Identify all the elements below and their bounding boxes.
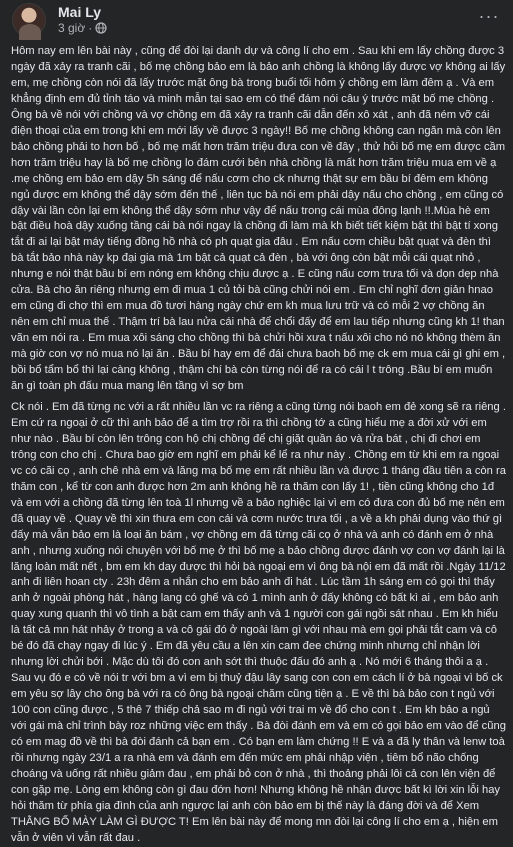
more-icon: ··· (478, 5, 500, 26)
post-meta (58, 21, 107, 35)
meta-separator: · (88, 21, 93, 35)
avatar[interactable] (12, 3, 46, 37)
post-paragraph: Hôm nay em lên bài này , cũng để đòi lại danh dự và công lí cho em . Sau khi em lấy chồng được 3 ngày đã xảy ra tranh cãi , bố mẹ chồng bảo em là bảo anh chồng là không lấy được vợ không ai lấy em, mẹ chồng còn nói đã lấy trước mặt ông bà trong buổi tối hôm ý chồng em làm đêm ạ . Và em khẳng định em đủ tỉnh táo và minh mẫn tại sao em có thể đám nói câu ý trước mặt bố mẹ chồng . Ông bà về nói với chồng và vợ chồng em đã xảy ra tranh cãi dẫn đến xô xát , anh đã ném vỡ cái điện thoại của em trong khi em mới lấy về được 3 ngày!! Bố mẹ chồng không can ngăn mà còn lên bảo chồng phải to hơn bố , bố mẹ mất hơn trăm triệu đưa con về đây , thử hỏi bố mẹ em được cầm hơn trăm triệu hay là bố mẹ chồng lo đám cưới bên nhà chồng là mất hơn trăm triệu mua em về ạ .mẹ chồng em bảo em dậy 5h sáng để nấu cơm cho ck nhưng thật sự em bầu bí đêm em không ngủ được em không thể dậy sớm đến thế , liên tục bà nói em phải dậy nấu cho chồng , em cũng có dậy vài lần còn lại em không thể dậy sớm như vậy để nấu trong cái mùa đông lạnh !!.Mùa hè em bật điều hoà dậy xuống tầng cái bà nói ngay là chồng đi làm mà kh biết tiết kiệm bật thì bật tí xong tắt đi ai lại bật máy tiếng đồng hồ nhà có ph quạt gia đâu . Em nấu cơm chiều bật quạt và đèn thì bà tắt bảo nhà này kp đại gia mà 1m bật cả quạt cả đèn , bà với ông còn bật mỗi cái quạt nhỏ , nhưng e nói thật bầu bí em nóng em không chịu được ạ . E cũng nấu cơm trưa tối và dọn dẹp nhà cửa. Bà cho ăn riêng nhưng em đi mua 1 củ tỏi bà cũng chửi nói em . Em chỉ nghĩ đơn giản hnao em cũng đi chợ thì em mua đồ tươi hàng ngày chứ em kh mua lưu trữ và có mỗi 2 vợ chồng ăn nên em chỉ mua thế . Thậm trí bà lau nửa cái nhà để chổi đấy để em lau tiếp nhưng cũng kh 1! than vãn em nói ra . Em mua xôi sáng cho chồng thì bà chửi hồi xưa t nấu xôi cho nó nó không thèm ăn mà giờ con vợ nó mua nó lại ăn . Bầu bí hay em để đái chưa baoh bố mẹ ck em mua cái gì ghi em , bồi bổ tẩm bổ thì lại càng không , thậm chí bà còn từng nói để ra có cái l t trông .Bầu bí em muốn ăn gì toàn ph đấu mua mang lên tầng vì sợ bm (11, 45, 506, 393)
post-time[interactable]: 3 giờ (58, 21, 86, 35)
globe-icon (95, 22, 107, 34)
post-header (0, 0, 513, 40)
more-options-button[interactable] (477, 6, 501, 26)
post-body (11, 44, 506, 847)
post-paragraph: Ck nói . Em đã từng nc với a rất nhiều lần vc ra riêng a cũng từng nói baoh em đẻ xong sẽ ra riêng . Em cứ ra ngoại ở cữ thì anh bảo để a tìm trợ rồi ra thì chồng tớ a cũng hiểu mẹ a đời xử với em như nào . Bầu bí còn lên trông con hộ chị chồng để chị giặt quần áo và rửa bát , chị đi chơi em trông con cho chị . Chưa bao giờ em nghĩ em phải kể lể ra như này . Chồng em từ khi em ra ngoại vc có cãi cọ , anh chê nhà em và lăng mạ bố mẹ em rất nhiều lần và được 1 tháng đầu tiên a còn ra thăm con , kể từ con anh được hơn 2m anh không hề ra thăm con lấy 1! , tiền cũng không cho 1đ và em với a chồng đã từng lên toà 1l nhưng về a bảo nghiệc lại vì em có đưa con đủ bố mẹ nên em đã quay về . Quay về thì xin thưa em con cái và cơm nước trưa tối , a về a kh phải dụng vào thứ gì đấy mà vẫn bảo em là loại ăn bám , vợ chồng em đã từng cãi cọ ở nhà và anh có đánh em ở nhà anh , nhưng xuống nói chuyện với bố mẹ ở thì bố mẹ a bảo chồng được đánh vợ con vợ đánh lại là lăng loàn mất nết , bm em kh day được thì hỏi bà ngoại em vì ông bà nội em đã mất rồi .Ngày 11/12 anh đi liên hoan cty . 23h đêm a nhắn cho em bảo anh đi hát . Lúc tầm 1h sáng em có gọi thì thấy anh ở ngoài phòng hát , hàng lang có ghế và có 1 mình anh ở đấy không có bất kì ai , em bảo anh quay xung quanh thì vô tình a bật cam em thấy anh và 1 người con gái ngồi sát nhau . Em kh hiểu là tất cả mn hát nhảy ở trong a và cô gái đó ở ngoài làm gì với nhau mà em gọi phải tắt cam và cô bé đó đã chạy ngay đi lúc ý . Em đã yêu cầu a lên xin cam đee chứng minh nhưng chỉ nhận lời nhưng lời chửi bới . Mặc dù tôi đó con anh sớt thì thuộc đấu đó anh ạ . Nó mới 6 tháng thôi a ạ . Sau vụ đó e có về nói tr với bm a vì em bị thuỷ đậu lây sang con con em cách lí ở bà ngoại vì bố ck em yêu sợ lây cho ông bà với ra có ông bà ngoại chăm cũng tiện ạ . E về thì bà bảo con t ngủ với 100 con cũng được , 5 thê 7 thiếp chả sao m đi ngủ với trai m về đổ cho con t . Em kh bảo a ngủ với gái mà chỉ trình bày roz những việc em thấy . Bà đòi đánh em và em có gọi bảo em vào để cũng có em mag đồ về thì bà đòi đánh cả bạn em . Có bạn em làm chứng !! E và a đã ly thân và lenw toà rồi nhưng ngày 23/1 a ra nhà em và đánh em đến mức em phải nhập viện , tiêm bổ não chống choáng và uống rất nhiều giảm đau , em phải bỏ con ở nhà , thì thoảng phải lôi cả con lên viện để con gặp mẹ. Lòng em không còn gì đau đớn hơn! Nhưng không hề nhận được bất kì lời xin lỗi hay hỏi thăm từ phía gia đình của anh ngược lại anh còn bảo em bị thế này là đáng đời và để Xem THẰNG BỐ MÀY LÀM GÌ ĐƯỢC T! Em lên bài này để mong mn đòi lại công lí cho em ạ , hiện em vẫn ở viên vì vẫn rất đau . (11, 400, 506, 844)
author-name[interactable]: Mai Ly (58, 4, 102, 20)
